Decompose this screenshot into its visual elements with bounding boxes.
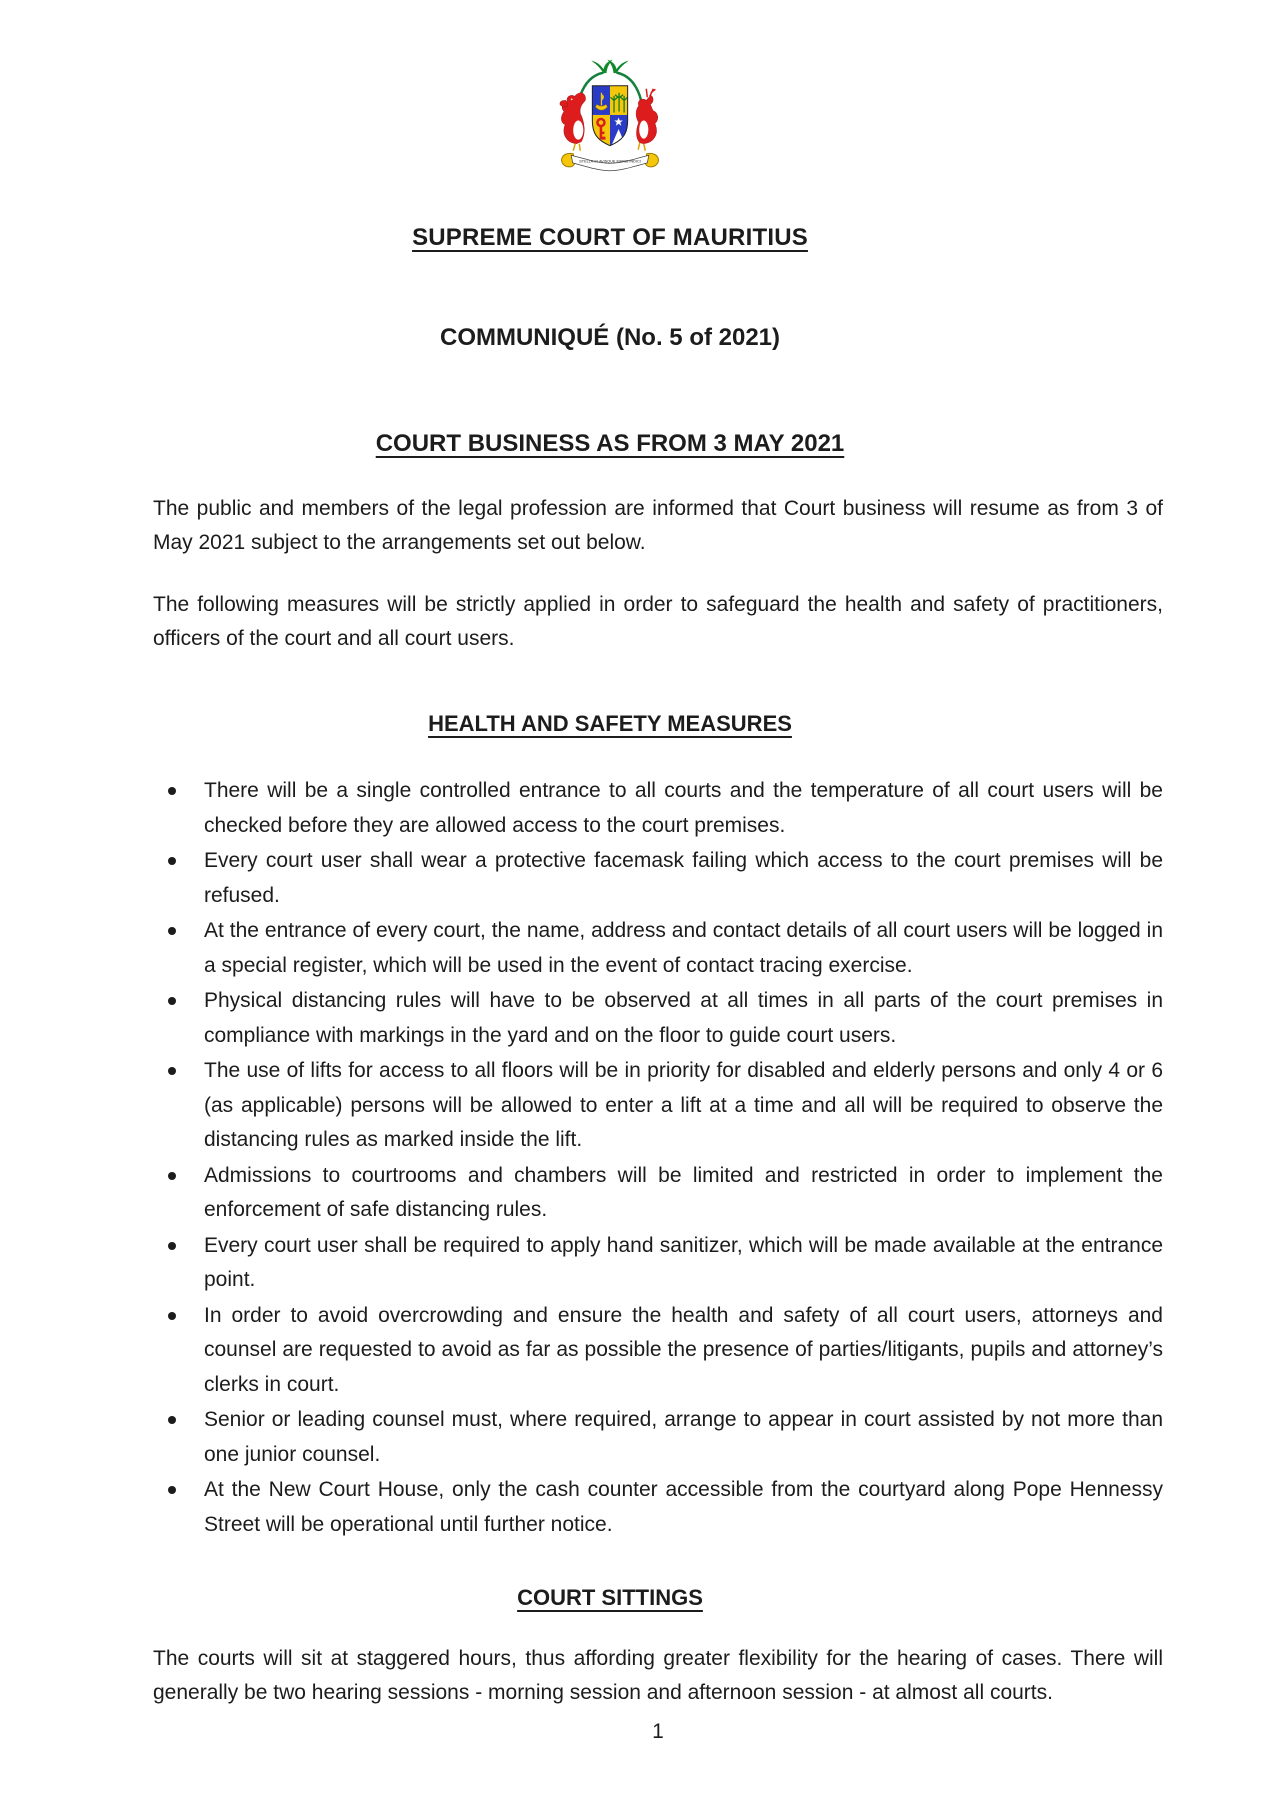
list-item-text: At the New Court House, only the cash counter accessible from the courtyard along Pope Hennessy Street will be operational until further notice. — [204, 1478, 1163, 1536]
intro-paragraph-1: The public and members of the legal profession are informed that Court business will resume as from 3 of May 2021 subject to the arrangements set out below. — [153, 497, 1163, 554]
page-number: 1 — [652, 1720, 664, 1743]
bullet-icon — [168, 927, 176, 935]
intro-paragraph-2: The following measures will be strictly applied in order to safeguard the health and safety of practitioners, officers of the court and all court users. — [153, 593, 1163, 650]
bullet-icon — [168, 1486, 176, 1494]
list-item-text: Senior or leading counsel must, where required, arrange to appear in court assisted by not more than one junior counsel. — [204, 1408, 1163, 1466]
motto-text: STELLA CLAVISQUE MARIS INDICI — [579, 159, 641, 164]
bullet-icon — [168, 787, 176, 795]
bullet-icon — [168, 997, 176, 1005]
bullet-icon — [168, 1312, 176, 1320]
list-item — [153, 1403, 1163, 1472]
list-item — [153, 1159, 1163, 1228]
health-safety-heading: HEALTH AND SAFETY MEASURES — [428, 711, 792, 736]
list-item — [153, 914, 1163, 983]
list-item — [153, 1054, 1163, 1158]
list-item — [153, 774, 1163, 843]
motto-banner — [562, 153, 659, 170]
bullet-icon — [168, 1172, 176, 1180]
list-item-text: Every court user shall wear a protective facemask failing which access to the court premises will be refused. — [204, 849, 1163, 907]
dodo-supporter — [560, 93, 586, 151]
communique-number: COMMUNIQUÉ (No. 5 of 2021) — [439, 324, 781, 351]
list-item-text: At the entrance of every court, the name, address and contact details of all court users will be logged in a special register, which will be used in the event of contact tracing exercise. — [204, 919, 1163, 977]
mauritius-coat-of-arms-icon — [547, 58, 673, 179]
list-item-text: The use of lifts for access to all floors will be in priority for disabled and elderly persons and only 4 or 6 (as applicable) persons will be allowed to enter a lift at a time and all will be required to observe the distancing rules as marked inside the lift. — [204, 1059, 1163, 1151]
health-safety-list — [153, 774, 1163, 1542]
bullet-icon — [168, 1242, 176, 1250]
list-item — [153, 1299, 1163, 1403]
list-item-text: In order to avoid overcrowding and ensure the health and safety of all court users, attorneys and counsel are requested to avoid as far as possible the presence of parties/litigants, pupils and attorney’s clerks in court. — [204, 1303, 1163, 1396]
subject-heading: COURT BUSINESS AS FROM 3 MAY 2021 — [375, 430, 845, 457]
list-item — [153, 1229, 1163, 1298]
list-item-text: Admissions to courtrooms and chambers will be limited and restricted in order to implement the enforcement of safe distancing rules. — [204, 1163, 1163, 1221]
bullet-icon — [168, 1416, 176, 1424]
bullet-icon — [168, 1067, 176, 1075]
list-item-text: Every court user shall be required to apply hand sanitizer, which will be made available at the entrance point. — [204, 1233, 1163, 1291]
court-sittings-heading: COURT SITTINGS — [517, 1585, 703, 1610]
document-title: SUPREME COURT OF MAURITIUS — [412, 224, 808, 251]
emblem-area — [153, 58, 1163, 179]
court-sittings-paragraph: The courts will sit at staggered hours, thus affording greater flexibility for the hearing of cases. There will generally be two hearing sessions - morning session and afternoon session - at almost all courts. — [153, 1647, 1163, 1704]
list-item — [153, 984, 1163, 1053]
list-item-text: There will be a single controlled entrance to all courts and the temperature of all court users will be checked before they are allowed access to the court premises. — [204, 779, 1163, 837]
list-item-text: Physical distancing rules will have to be observed at all times in all parts of the court premises in compliance with markings in the yard and on the floor to guide court users. — [204, 989, 1163, 1047]
list-item — [153, 1473, 1163, 1542]
list-item — [153, 844, 1163, 913]
bullet-icon — [168, 857, 176, 865]
